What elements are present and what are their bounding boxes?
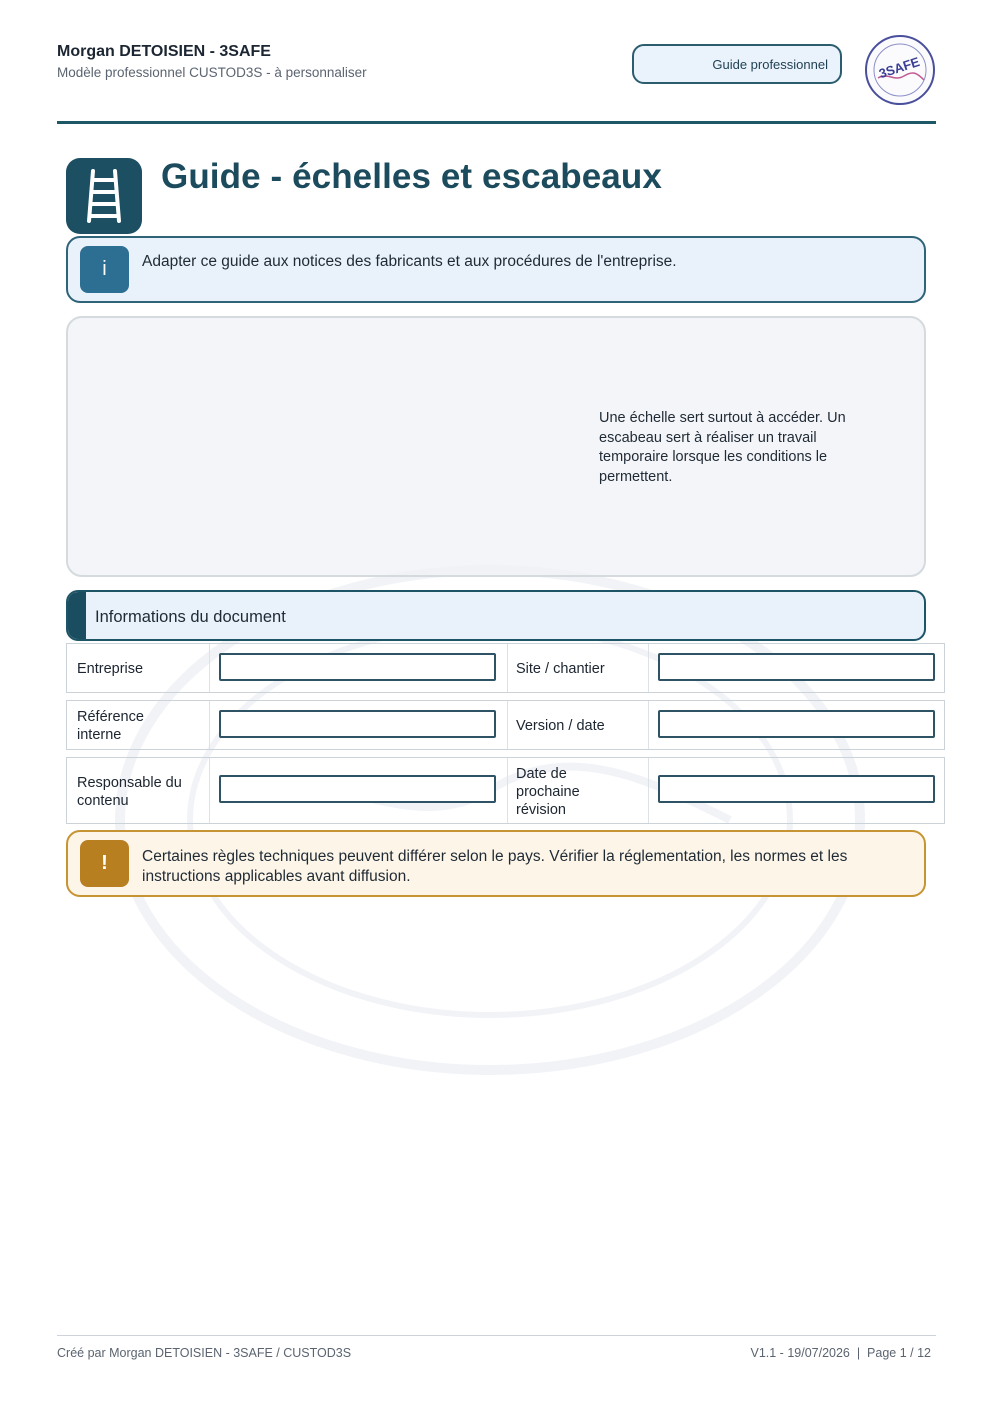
warning-callout-text: Certaines règles techniques peuvent différer selon le pays. Vérifier la réglementation, les normes et les instructions applicables avant diffusion. — [142, 848, 848, 885]
version-date-field[interactable] — [658, 710, 935, 738]
document-subtitle: Modèle professionnel CUSTOD3S - à personnaliser — [57, 65, 367, 80]
footer-separator: | — [856, 1346, 861, 1360]
cell-divider — [648, 644, 649, 692]
cell-divider — [209, 758, 210, 823]
info-icon: i — [80, 246, 129, 293]
intro-text: Une échelle sert surtout à accéder. Un escabeau sert à réaliser un travail temporaire lorsque les conditions le permettent. — [599, 410, 846, 485]
field-label-reference: Référence interne — [77, 709, 144, 743]
document-author: Morgan DETOISIEN - 3SAFE — [57, 43, 271, 60]
section-heading: Informations du document — [95, 608, 286, 626]
document-type-badge — [632, 44, 842, 84]
cell-divider — [507, 701, 508, 749]
badge-label: Guide professionnel — [712, 56, 828, 72]
site-chantier-field[interactable] — [658, 653, 935, 681]
stamp-text: 3SAFE — [876, 54, 922, 82]
section-accent-bar — [68, 592, 86, 639]
entreprise-field[interactable] — [219, 653, 496, 681]
cell-divider — [507, 758, 508, 823]
footer-divider — [57, 1335, 936, 1336]
field-label-responsable: Responsable du contenu — [77, 775, 182, 809]
title-icon-tile — [66, 158, 142, 234]
footer-version: V1.1 - 19/07/2026 — [750, 1346, 850, 1360]
info-callout-text: Adapter ce guide aux notices des fabricants et aux procédures de l'entreprise. — [142, 253, 677, 270]
header-divider — [57, 121, 936, 124]
page-number: Page 1 / 12 — [867, 1346, 931, 1360]
field-label-revision: Date de prochaine révision — [516, 766, 580, 818]
cell-divider — [209, 701, 210, 749]
field-label-entreprise: Entreprise — [77, 661, 144, 677]
cell-divider — [648, 701, 649, 749]
date-revision-field[interactable] — [658, 775, 935, 803]
page-title: Guide - échelles et escabeaux — [161, 157, 662, 196]
cell-divider — [209, 644, 210, 692]
footer-credit: Créé par Morgan DETOISIEN - 3SAFE / CUSTOD3S — [57, 1346, 352, 1360]
ladder-icon — [87, 168, 121, 224]
cell-divider — [507, 644, 508, 692]
footer-meta — [751, 1346, 932, 1360]
info-row — [66, 700, 945, 750]
info-row — [66, 643, 945, 693]
warning-icon: ! — [80, 840, 129, 887]
field-label-site: Site / chantier — [516, 661, 605, 677]
cell-divider — [648, 758, 649, 823]
info-row — [66, 757, 945, 824]
responsable-contenu-field[interactable] — [219, 775, 496, 803]
field-label-version: Version / date — [516, 718, 605, 734]
reference-interne-field[interactable] — [219, 710, 496, 738]
company-stamp — [864, 34, 936, 106]
stamp-seal-icon — [864, 34, 936, 106]
